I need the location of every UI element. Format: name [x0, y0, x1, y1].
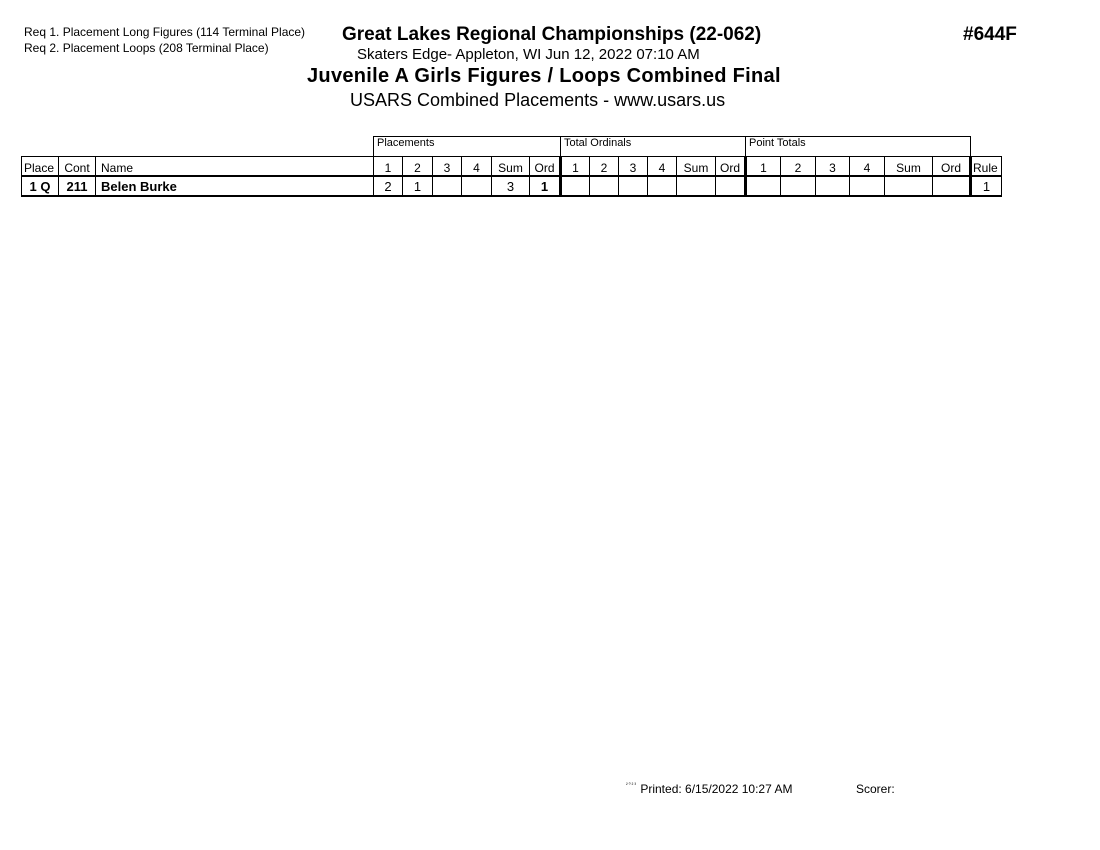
cell-points-2 [781, 176, 816, 196]
cell-placements-sum: 3 [492, 176, 530, 196]
col-points-1: 1 [746, 157, 781, 177]
cell-ordinals-4 [648, 176, 677, 196]
subtitle: USARS Combined Placements - www.usars.us [350, 90, 726, 110]
footer-code: ²⁰²³ [626, 782, 637, 788]
col-place: Place [22, 157, 59, 177]
col-ordinals-4: 4 [648, 157, 677, 177]
col-ordinals-1: 1 [561, 157, 590, 177]
cell-placements-1: 2 [374, 176, 403, 196]
col-name: Name [96, 157, 374, 177]
cell-ordinals-3 [619, 176, 648, 196]
cell-points-sum [885, 176, 933, 196]
col-placements-2: 2 [403, 157, 433, 177]
col-placements-1: 1 [374, 157, 403, 177]
col-points-3: 3 [816, 157, 850, 177]
col-ordinals-3: 3 [619, 157, 648, 177]
cell-ordinals-2 [590, 176, 619, 196]
cell-rule: 1 [971, 176, 1002, 196]
col-points-2: 2 [781, 157, 816, 177]
cell-points-1 [746, 176, 781, 196]
col-placements-sum: Sum [492, 157, 530, 177]
group-placements: Placements [374, 137, 561, 157]
col-points-sum: Sum [885, 157, 933, 177]
cell-name: Belen Burke [96, 176, 374, 196]
event-number: #644F [963, 24, 1017, 45]
cell-ordinals-1 [561, 176, 590, 196]
cell-placements-2: 1 [403, 176, 433, 196]
col-placements-4: 4 [462, 157, 492, 177]
col-points-4: 4 [850, 157, 885, 177]
page-title: Great Lakes Regional Championships (22-062) [342, 24, 762, 45]
col-ordinals-sum: Sum [677, 157, 716, 177]
group-point-totals: Point Totals [746, 137, 971, 157]
col-ordinals-ord: Ord [716, 157, 746, 177]
cell-placements-ord: 1 [530, 176, 561, 196]
requirement-2: Req 2. Placement Loops (208 Terminal Place) [24, 41, 269, 55]
cell-points-ord [933, 176, 971, 196]
event-heading: Juvenile A Girls Figures / Loops Combined Final [307, 65, 781, 87]
cell-place: 1 Q [22, 176, 59, 196]
col-cont: Cont [59, 157, 96, 177]
results-table [21, 136, 1002, 197]
col-points-ord: Ord [933, 157, 971, 177]
col-rule: Rule [971, 157, 1002, 177]
printed-timestamp: Printed: 6/15/2022 10:27 AM [640, 782, 793, 796]
requirement-1: Req 1. Placement Long Figures (114 Terminal Place) [24, 25, 306, 39]
footer-printed [626, 782, 792, 796]
cell-ordinals-sum [677, 176, 716, 196]
location-date: Skaters Edge- Appleton, WI Jun 12, 2022 07:10 AM [357, 46, 700, 63]
cell-cont: 211 [59, 176, 96, 196]
footer-scorer: Scorer: [856, 782, 895, 796]
table-row [22, 176, 1002, 196]
group-header-row [22, 137, 1002, 157]
cell-placements-4 [462, 176, 492, 196]
cell-ordinals-ord [716, 176, 746, 196]
col-placements-3: 3 [433, 157, 462, 177]
col-placements-ord: Ord [530, 157, 561, 177]
column-header-row [22, 157, 1002, 177]
cell-points-4 [850, 176, 885, 196]
cell-points-3 [816, 176, 850, 196]
col-ordinals-2: 2 [590, 157, 619, 177]
group-total-ordinals: Total Ordinals [561, 137, 746, 157]
cell-placements-3 [433, 176, 462, 196]
